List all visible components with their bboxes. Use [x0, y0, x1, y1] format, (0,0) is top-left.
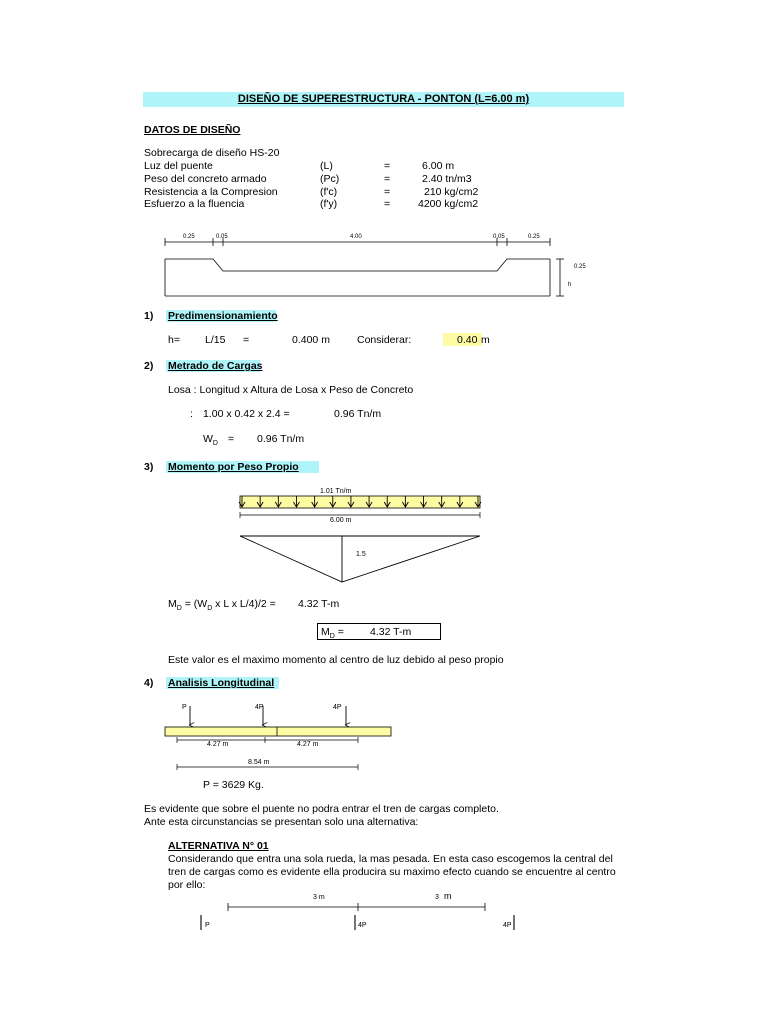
load-label: 1.01 Tn/m	[320, 488, 352, 495]
datos-eq-1: =	[384, 160, 391, 172]
s3-note: Este valor es el maximo momento al centro de luz debido al peso propio	[168, 654, 504, 666]
s1-consider-value: 0.40	[457, 334, 478, 346]
s1-h: h=	[168, 334, 180, 346]
s2-colon: :	[190, 408, 193, 420]
alt-line-2: tren de cargas como es evidente ella producira su maximo efecto cuando se encuentre al centro	[168, 866, 616, 878]
md-result-box	[317, 623, 441, 640]
datos-sym-2: (Pc)	[320, 173, 340, 185]
alt-load-1: 4P	[358, 922, 367, 929]
s2-wd-w: W	[203, 433, 213, 445]
long-load-1: 4P	[255, 704, 264, 711]
cross-section-diagram	[150, 228, 590, 303]
s1-title: Predimensionamiento	[168, 310, 278, 322]
dim-label-4: 0.25	[528, 234, 540, 240]
alt-line-3: por ello:	[168, 879, 206, 891]
s2-calc-value: 0.96 Tn/m	[334, 408, 382, 420]
datos-eq-2: =	[384, 173, 391, 185]
dim-label-1: 0.05	[216, 234, 228, 240]
alt-load-2: 4P	[503, 922, 512, 929]
long-dim-1: 4.27 m	[207, 741, 229, 748]
datos-eq-4: =	[384, 198, 391, 210]
datos-eq-3: =	[384, 186, 391, 198]
md-part-a: = (W	[181, 598, 208, 610]
dim-label-0: 0.25	[183, 234, 195, 240]
alt-title: ALTERNATIVA N° 01	[168, 840, 269, 852]
datos-label-0: Sobrecarga de diseño HS-20	[144, 147, 280, 159]
long-load-0: P	[182, 704, 187, 711]
moment-label: 1.5	[356, 551, 366, 558]
long-dim-3: 8.54 m	[248, 759, 270, 766]
p-value: P = 3629 Kg.	[203, 779, 264, 791]
datos-val-3: 210 kg/cm2	[424, 186, 479, 198]
dead-load-diagram	[230, 484, 490, 584]
s1-value: 0.400 m	[292, 334, 330, 346]
md-part-b: x L x L/4)/2 =	[212, 598, 276, 610]
h-label: h	[568, 282, 572, 288]
longitudinal-diagram	[160, 700, 400, 775]
alt-dim-b: 3	[435, 894, 439, 901]
s2-losa: Losa : Longitud x Altura de Losa x Peso de Concreto	[168, 384, 414, 396]
md-box-value: 4.32 T-m	[370, 626, 412, 638]
span-label: 6.00 m	[330, 517, 352, 524]
s1-consider-unit: m	[481, 334, 490, 346]
s1-consider: Considerar:	[357, 334, 412, 346]
s2-wd-value: 0.96 Tn/m	[257, 433, 305, 445]
datos-sym-3: (f'c)	[320, 186, 338, 198]
alt-load-0: P	[205, 922, 210, 929]
s1-formula: L/15	[205, 334, 226, 346]
md-box-sub: D	[329, 633, 335, 641]
datos-sym-1: (L)	[320, 160, 333, 172]
datos-label-1: Luz del puente	[144, 160, 213, 172]
datos-val-2: 2.40 tn/m3	[422, 173, 472, 185]
datos-label-4: Esfuerzo a la fluencia	[144, 198, 245, 210]
md-sub: D	[176, 605, 182, 613]
datos-label-3: Resistencia a la Compresion	[144, 186, 278, 198]
s2-title: Metrado de Cargas	[168, 360, 263, 372]
alt-dim-a: 3 m	[313, 894, 325, 901]
s2-wd-label	[203, 433, 218, 447]
s2-calc: 1.00 x 0.42 x 2.4 =	[203, 408, 290, 420]
md-m: M	[168, 598, 177, 610]
md-sub2: D	[207, 605, 213, 613]
s4-text-2: Ante esta circunstancias se presentan solo una alternativa:	[144, 816, 419, 828]
alt-line-1: Considerando que entra una sola rueda, la mas pesada. En esta caso escogemos la central del	[168, 853, 613, 865]
s2-number: 2)	[144, 360, 154, 372]
s4-number: 4)	[144, 677, 154, 689]
datos-label-2: Peso del concreto armado	[144, 173, 267, 185]
dim-label-3: 0.05	[493, 234, 505, 240]
long-load-2: 4P	[333, 704, 342, 711]
dim-label-2: 4.00	[350, 234, 362, 240]
datos-heading: DATOS DE DISEÑO	[144, 124, 241, 136]
datos-val-4: 4200 kg/cm2	[418, 198, 479, 210]
long-dim-2: 4.27 m	[297, 741, 319, 748]
s1-eq: =	[243, 334, 250, 346]
alt-dim-b-unit: m	[444, 891, 452, 901]
s4-title: Analisis Longitudinal	[168, 677, 275, 689]
s3-title: Momento por Peso Propio	[168, 461, 299, 473]
md-box-m: M	[321, 626, 330, 638]
s2-wd-eq: =	[228, 433, 235, 445]
alternative-diagram	[195, 888, 525, 933]
s3-number: 3)	[144, 461, 154, 473]
md-box-label	[321, 626, 344, 640]
datos-sym-4: (f'y)	[320, 198, 338, 210]
md-value: 4.32 T-m	[298, 598, 340, 610]
s4-text-1: Es evidente que sobre el puente no podra entrar el tren de cargas completo.	[144, 803, 499, 815]
s1-number: 1)	[144, 310, 154, 322]
md-formula	[168, 598, 276, 612]
s2-wd-sub: D	[212, 440, 218, 448]
md-box-eq: =	[334, 626, 344, 638]
datos-val-1: 6.00 m	[422, 160, 455, 172]
page-title: DISEÑO DE SUPERESTRUCTURA - PONTON (L=6.00 m)	[237, 93, 530, 105]
height-label: 0.25	[574, 264, 586, 270]
